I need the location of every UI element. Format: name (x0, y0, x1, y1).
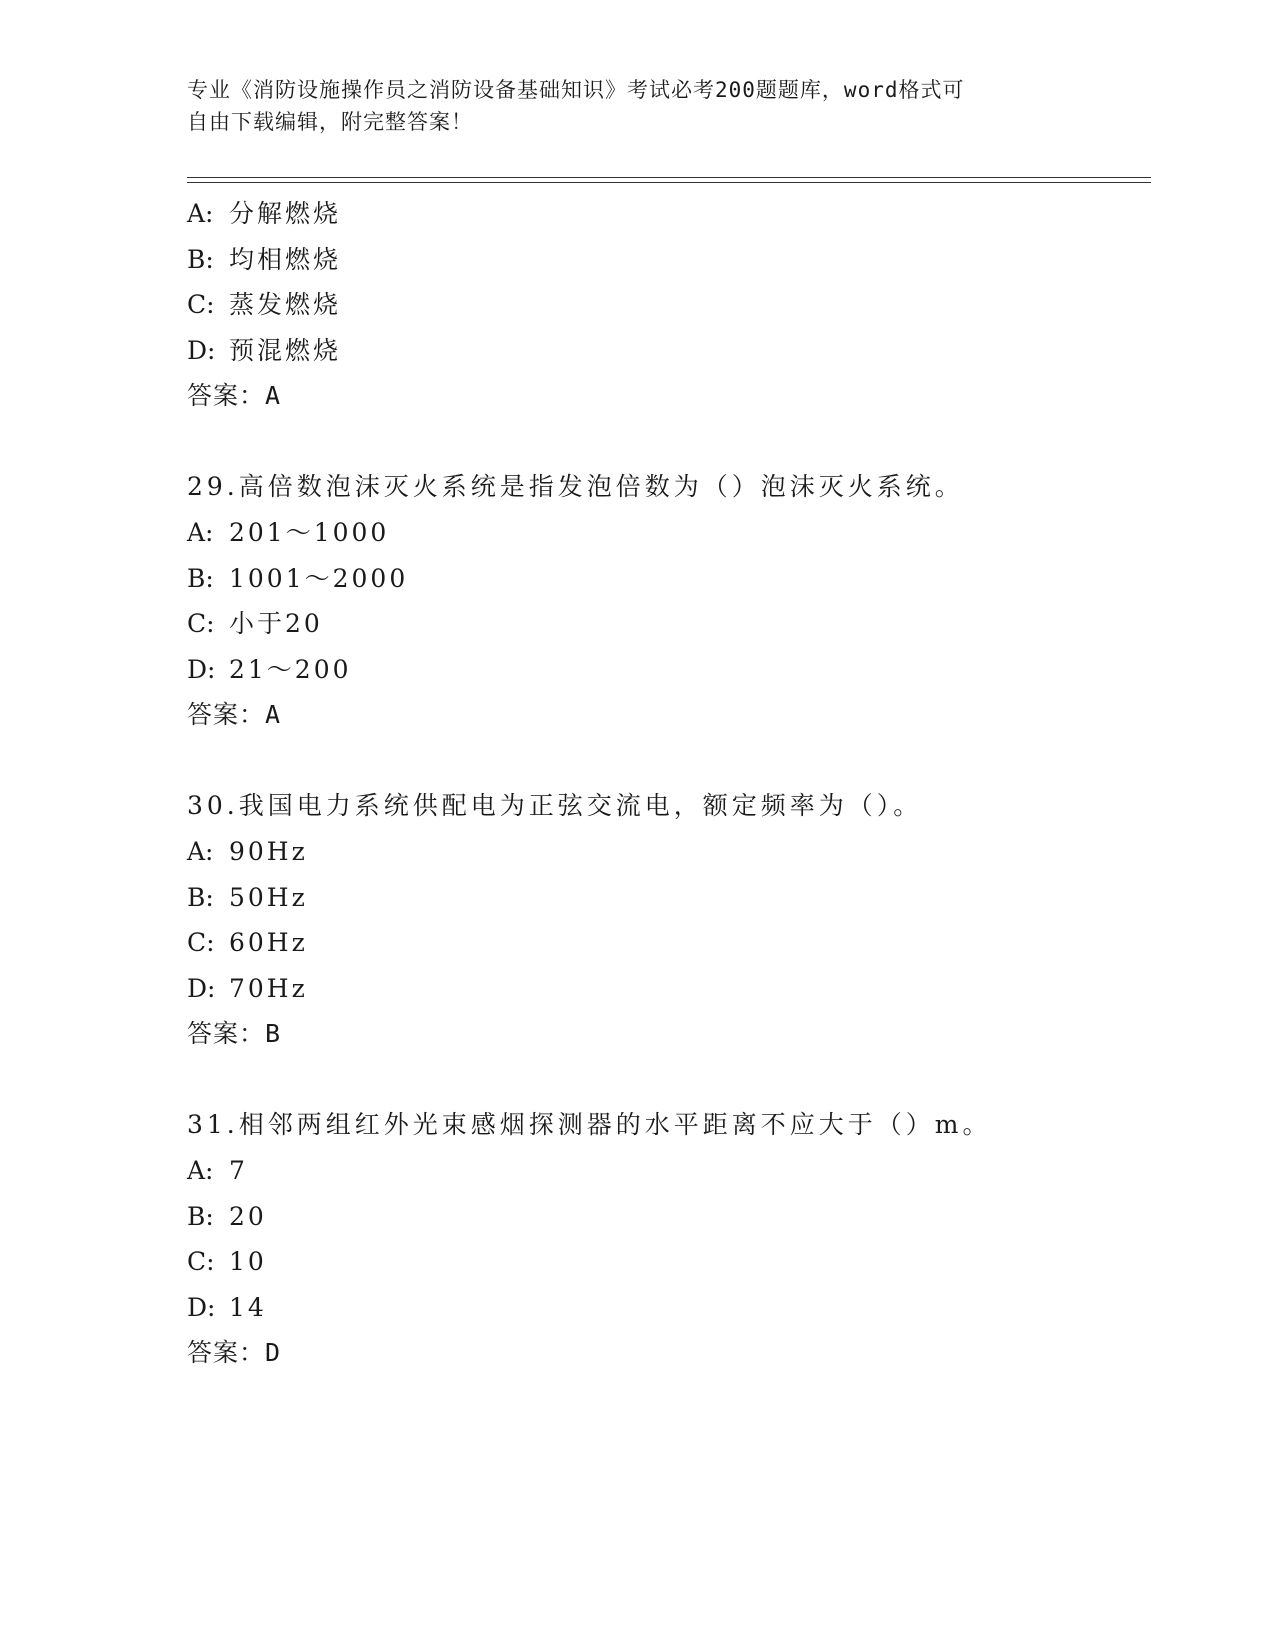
option-text: 预混燃烧 (229, 335, 342, 365)
option-letter: D: (187, 1292, 216, 1322)
option-d (187, 328, 1147, 374)
option-text: 14 (229, 1292, 267, 1322)
option-c (187, 601, 1147, 647)
option-letter: A: (187, 1156, 214, 1185)
option-letter: A: (187, 518, 214, 547)
header-divider-bottom (187, 182, 1151, 183)
question-31 (187, 1102, 1147, 1375)
question-stem: 30.我国电力系统供配电为正弦交流电，额定频率为（）。 (187, 791, 923, 820)
option-d (187, 966, 1147, 1012)
option-text: 蒸发燃烧 (229, 290, 342, 319)
option-text: 20 (229, 1201, 267, 1231)
header-line-1: 专业《消防设施操作员之消防设备基础知识》考试必考200题题库，word格式可 (187, 78, 965, 102)
option-text: 50Hz (229, 882, 308, 912)
option-text: 小于20 (229, 609, 323, 638)
answer-line: 答案：A (187, 700, 282, 729)
option-c (187, 1239, 1147, 1285)
option-letter: C: (187, 609, 215, 638)
option-letter: B: (187, 882, 214, 912)
header-line-2: 自由下载编辑，附完整答案！ (187, 110, 473, 134)
option-text: 分解燃烧 (229, 199, 342, 228)
option-letter: B: (187, 563, 214, 593)
option-text: 10 (229, 1247, 267, 1276)
question-spacer (187, 1056, 1147, 1102)
option-letter: D: (187, 654, 216, 684)
option-letter: B: (187, 244, 214, 274)
option-text: 201～1000 (229, 518, 390, 547)
question-spacer (187, 418, 1147, 464)
question-29 (187, 464, 1147, 737)
option-b (187, 1194, 1147, 1240)
option-b (187, 875, 1147, 921)
answer-line: 答案：B (187, 1019, 282, 1048)
option-text: 60Hz (229, 928, 308, 957)
option-letter: C: (187, 1247, 215, 1276)
answer-line: 答案：A (187, 381, 282, 410)
question-list (187, 191, 1147, 1375)
option-d (187, 647, 1147, 693)
option-text: 7 (229, 1156, 248, 1185)
answer-line: 答案：D (187, 1338, 282, 1367)
option-a (187, 829, 1147, 875)
question-spacer (187, 737, 1147, 783)
option-text: 70Hz (229, 973, 308, 1003)
option-letter: A: (187, 837, 214, 866)
question-30 (187, 783, 1147, 1056)
option-d (187, 1285, 1147, 1331)
option-text: 1001～2000 (229, 563, 409, 593)
option-text: 21～200 (229, 654, 352, 684)
option-a (187, 510, 1147, 556)
option-text: 90Hz (229, 837, 308, 866)
question-stem: 29.高倍数泡沫灭火系统是指发泡倍数为（）泡沫灭火系统。 (187, 472, 964, 501)
option-b (187, 556, 1147, 602)
option-a (187, 1148, 1147, 1194)
option-letter: D: (187, 335, 216, 365)
question-stem: 31.相邻两组红外光束感烟探测器的水平距离不应大于（）m。 (187, 1110, 992, 1139)
option-b (187, 237, 1147, 283)
option-letter: C: (187, 290, 215, 319)
option-text: 均相燃烧 (229, 244, 342, 274)
option-a (187, 191, 1147, 237)
option-letter: C: (187, 928, 215, 957)
option-letter: A: (187, 199, 214, 228)
option-letter: D: (187, 973, 216, 1003)
option-c (187, 282, 1147, 328)
document-header (187, 74, 1087, 138)
option-letter: B: (187, 1201, 214, 1231)
header-divider-top (187, 177, 1151, 178)
option-c (187, 920, 1147, 966)
question-28 (187, 191, 1147, 418)
